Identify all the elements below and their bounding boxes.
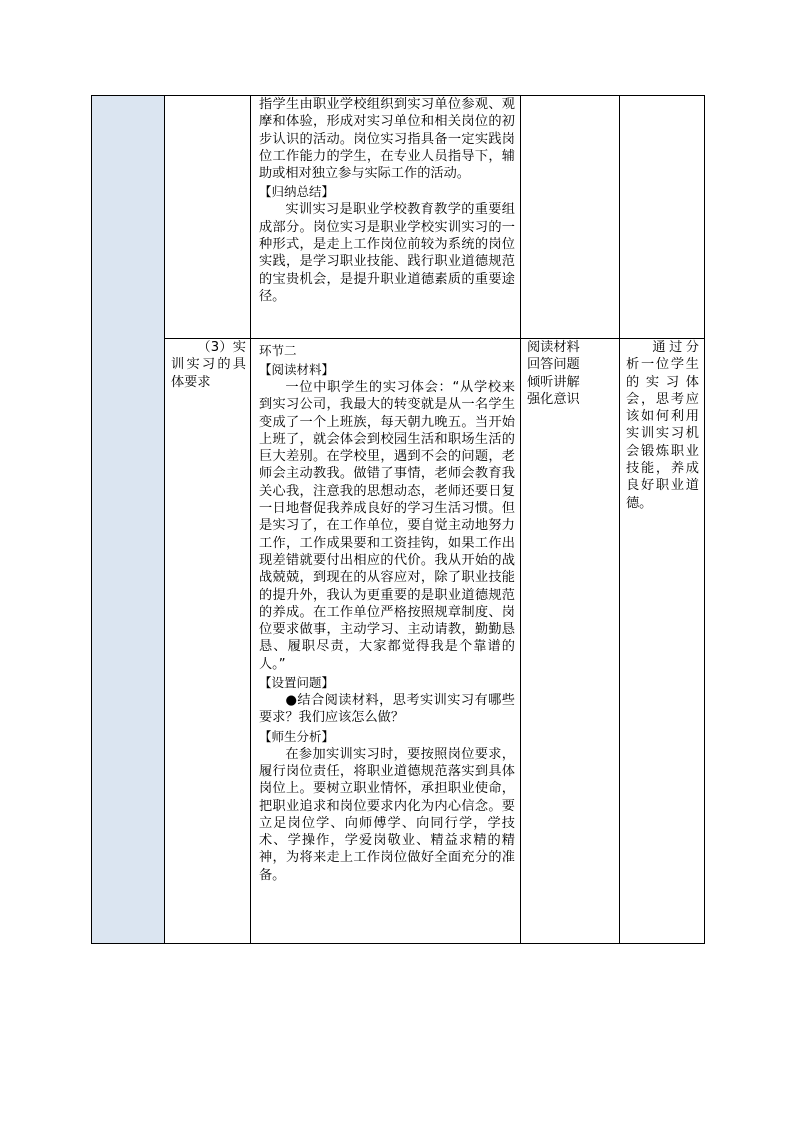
- activity-item: 阅读材料: [527, 340, 580, 355]
- question-tag: 【设置问题】: [259, 675, 335, 691]
- topic-cell: [165, 96, 251, 339]
- reading-tag: 【阅读材料】: [259, 362, 335, 377]
- intent-cell: [620, 96, 705, 339]
- activity-cell: [521, 339, 620, 944]
- reading-text: 一位中职学生的实习体会：“从学校来到实习公司，我最大的转变就是从一名学生变成了一个上班族，每天朝九晚五。当开始上班了，就会体会到校园生活和职场生活的巨大差别。在学校里，遇到不会的问题，老师会主动教我。做错了事情，老师会教育我关心我，注意我的思想动态，老师还要日复一日地督促我养成良好的学习生活习惯。但是实习了，在工作单位，要自觉主动地努力工作，工作成果要和工资挂钩，如果工作出现差错就要付出相应的代价。我从开始的战战兢兢，到现在的从容应对，除了职业技能的提升外，我认为更重要的是职业道德规范的养成。在工作单位严格按照规章制度、岗位要求做事，主动学习、主动请教，勤勤恳恳、履职尽责，大家都觉得我是个靠谱的人。”: [259, 380, 515, 672]
- activity-cell: [521, 96, 620, 339]
- content-cell: [251, 96, 521, 339]
- question-text: ●结合阅读材料，思考实训实习有哪些要求？我们应该怎么做？: [259, 693, 515, 726]
- intent-cell: [620, 339, 705, 944]
- content-cell: [251, 339, 521, 944]
- activity-item: 倾听讲解: [527, 374, 580, 390]
- activity-item: 强化意识: [527, 391, 580, 407]
- stage-column-cell: [92, 96, 165, 944]
- summary-tag: 【归纳总结】: [259, 184, 335, 200]
- activity-item: 回答问题: [527, 357, 580, 373]
- design-intent-text: 通过分析一位学生的实习体会，思考应该如何利用实训实习机会锻炼职业技能，养成良好职业道德。: [626, 340, 699, 511]
- summary-text: 实训实习是职业学校教育教学的重要组成部分。岗位实习是职业学校实训实习的一种形式，是走上工作岗位前较为系统的岗位实践，是学习职业技能、践行职业道德规范的宝贵机会，是提升职业道德素质的重要途径。: [259, 202, 515, 304]
- analysis-tag: 【师生分析】: [259, 728, 335, 744]
- intro-paragraph: 指学生由职业学校组织到实习单位参观、观摩和体验，形成对实习单位和相关岗位的初步认识的活动。岗位实习指具备一定实践岗位工作能力的学生，在专业人员指导下，辅助或相对独立参与实际工作的活动。: [259, 97, 515, 182]
- analysis-text: 在参加实训实习时，要按照岗位要求，履行岗位责任，将职业道德规范落实到具体岗位上。要树立职业情怀，承担职业使命，把职业追求和岗位要求内化为内心信念。要立足岗位学、向师傅学、向同行学，学技术、学操作，学爱岗敬业、精益求精的精神，为将来走上工作岗位做好全面充分的准备。: [259, 746, 515, 883]
- topic-cell: [165, 339, 251, 944]
- topic-title: （3）实训实习的具体要求: [171, 340, 246, 390]
- section-label: 环节二: [259, 343, 297, 358]
- table-row: [92, 96, 705, 339]
- table-row: [92, 339, 705, 944]
- lesson-plan-table: [91, 95, 705, 944]
